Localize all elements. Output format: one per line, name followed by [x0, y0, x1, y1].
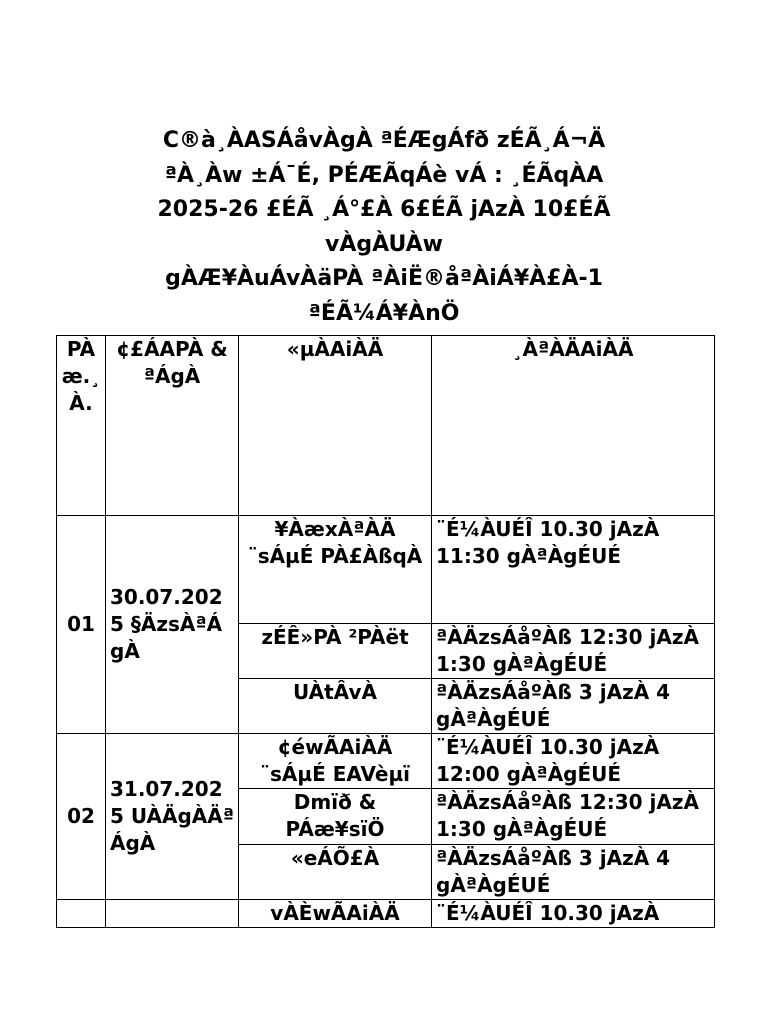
sl-no-cell: [57, 900, 106, 928]
table-row: [57, 900, 715, 928]
subject-cell: Dmïð & PÁæ¥sïÖ: [239, 789, 432, 845]
date-cell: [106, 900, 239, 928]
title-line-4: vÀgÀUÀw: [324, 231, 443, 257]
subject-cell: ¥ÀæxÀªÀÄ ¨sÁµÉ PÀ£ÀßqÀ: [239, 516, 432, 624]
header-time: ¸ÀªÀÄAiÀÄ: [432, 336, 715, 516]
table-row: [57, 734, 715, 789]
subject-cell: UÀtÂvÀ: [239, 679, 432, 734]
title-line-3: 2025-26 £ÉÃ ¸Á°£À 6£ÉÃ jAzÀ 10£ÉÃ: [157, 197, 611, 222]
title-line-1: C®à¸ÀASÁåvÀgÀ ªÉÆgÁfð zÉÃ¸Á¬Ä: [162, 128, 606, 153]
time-cell: ªÀÄzsÁåºÀß 3 jAzÀ 4 gÀªÀgÉUÉ: [432, 679, 715, 734]
subject-cell: «eÁÕ£À: [239, 845, 432, 900]
time-cell: ªÀÄzsÁåºÀß 12:30 jAzÀ 1:30 gÀªÀgÉUÉ: [432, 789, 715, 845]
date-cell: 31.07.2025 UÀÄgÀÄªÁgÀ: [106, 734, 239, 900]
header-date: ¢£ÁAPÀ & ªÁgÀ: [106, 336, 239, 516]
table-header-row: [57, 336, 715, 516]
subject-cell: vÀÈwÃAiÀÄ: [239, 900, 432, 928]
exam-timetable: [56, 335, 715, 928]
time-cell: ¨É¼ÀUÉÎ 10.30 jAzÀ: [432, 900, 715, 928]
subject-cell: zÉÊ»PÀ ²PÀët: [239, 624, 432, 679]
subject-cell: ¢éwÃAiÀÄ ¨sÁµÉ EAVèµï: [239, 734, 432, 789]
header-sl-no: PÀæ.¸À.: [57, 336, 106, 516]
table-row: [57, 516, 715, 624]
date-cell: 30.07.2025 §ÄzsÀªÁgÀ: [106, 516, 239, 734]
time-cell: ªÀÄzsÁåºÀß 3 jAzÀ 4 gÀªÀgÉUÉ: [432, 845, 715, 900]
sl-no-cell: 01: [57, 516, 106, 734]
time-cell: ¨É¼ÀUÉÎ 10.30 jAzÀ 12:00 gÀªÀgÉUÉ: [432, 734, 715, 789]
title-line-5: gÀÆ¥ÀuÁvÀäPÀ ªÀiË®åªÀiÁ¥À£À-1: [165, 266, 603, 291]
time-cell: ¨É¼ÀUÉÎ 10.30 jAzÀ 11:30 gÀªÀgÉUÉ: [432, 516, 715, 624]
header-subject: «µÀAiÀÄ: [239, 336, 432, 516]
title-line-6: ªÉÃ¼Á¥ÀnÖ: [308, 300, 460, 326]
document-title: [0, 124, 768, 331]
time-cell: ªÀÄzsÁåºÀß 12:30 jAzÀ 1:30 gÀªÀgÉUÉ: [432, 624, 715, 679]
title-line-2: ªÀ¸Àw ±Á¯É, PÉÆÃqÁè vÁ : ¸ÉÃqÀA: [164, 162, 604, 188]
sl-no-cell: 02: [57, 734, 106, 900]
